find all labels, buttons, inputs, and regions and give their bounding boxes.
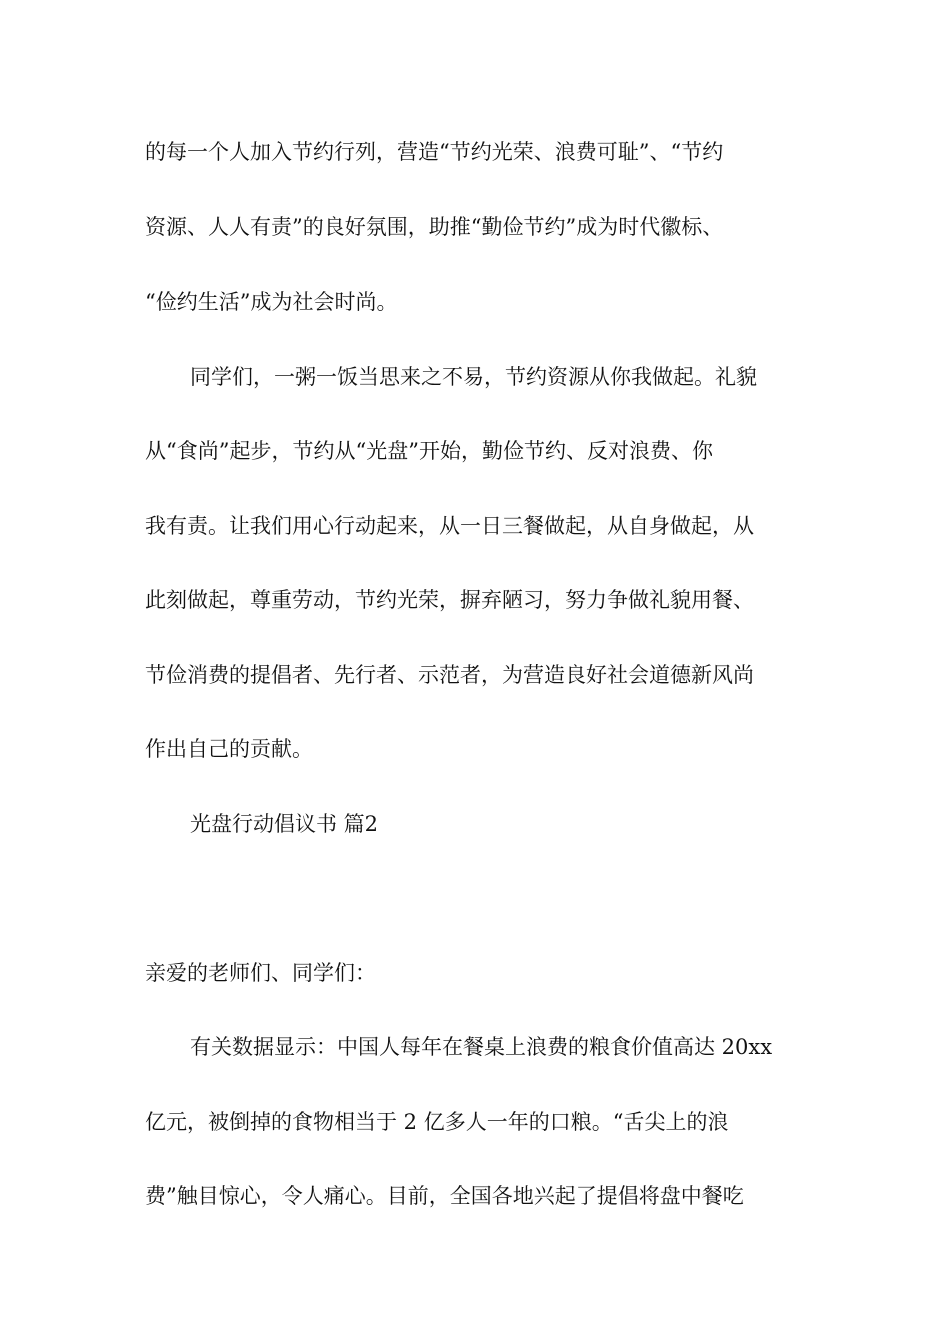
paragraph-2-line-5: 节俭消费的提倡者、先行者、示范者，为营造良好社会道德新风尚: [145, 663, 754, 687]
paragraph-2-line-3: 我有责。让我们用心行动起来，从一日三餐做起，从自身做起，从: [145, 514, 754, 538]
paragraph-1-line-3: “俭约生活”成为社会时尚。: [145, 290, 398, 314]
paragraph-2-line-1: 同学们，一粥一饭当思来之不易，节约资源从你我做起。礼貌: [190, 365, 757, 389]
paragraph-2-line-2: 从“食尚”起步，节约从“光盘”开始，勤俭节约、反对浪费、你: [145, 439, 713, 463]
paragraph-3-line-2: 亿元，被倒掉的食物相当于 2 亿多人一年的口粮。“舌尖上的浪: [145, 1110, 729, 1134]
paragraph-3-line-1: 有关数据显示：中国人每年在餐桌上浪费的粮食价值高达 20xx: [190, 1035, 773, 1059]
paragraph-3-line-3: 费”触目惊心，令人痛心。目前，全国各地兴起了提倡将盘中餐吃: [145, 1184, 744, 1208]
paragraph-1-line-2: 资源、人人有责”的良好氛围，助推“勤俭节约”成为时代徽标、: [145, 215, 724, 239]
paragraph-1-line-1: 的每一个人加入节约行列，营造“节约光荣、浪费可耻”、“节约: [145, 140, 724, 164]
salutation: 亲爱的老师们、同学们：: [145, 961, 376, 985]
paragraph-2-line-6: 作出自己的贡献。: [145, 737, 313, 761]
section-title: 光盘行动倡议书 篇2: [190, 812, 379, 836]
paragraph-2-line-4: 此刻做起，尊重劳动，节约光荣，摒弃陋习，努力争做礼貌用餐、: [145, 588, 754, 612]
